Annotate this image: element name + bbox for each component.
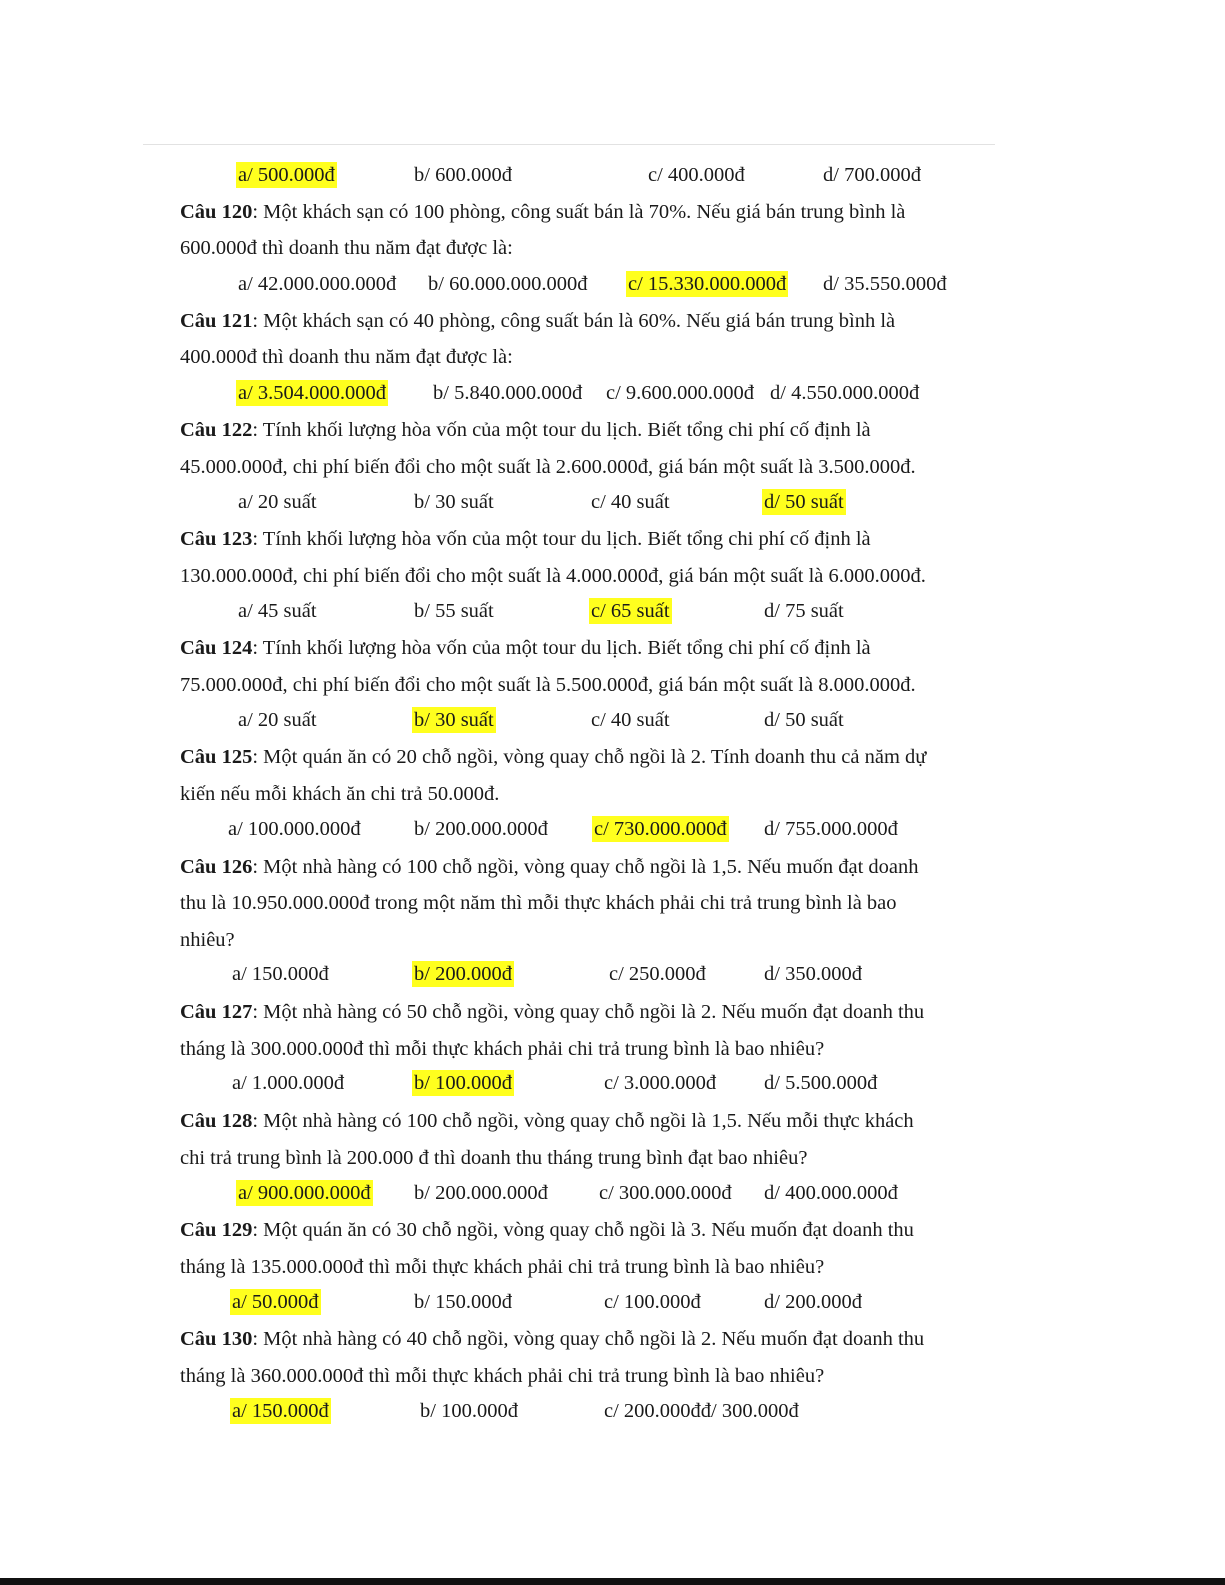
answer-option: a/ 20 suất [238,491,317,513]
question-line [180,1361,824,1391]
answer-option: b/ 200.000.000đ [414,1182,548,1204]
answer-option: b/ 60.000.000.000đ [428,273,588,295]
answer-option: c/ 300.000.000đ [599,1182,732,1204]
answer-option: a/ 1.000.000đ [232,1072,345,1094]
question-text: chi trả trung bình là 200.000 đ thì doanh thu tháng trung bình đạt bao nhiêu? [180,1147,808,1169]
question-text: Một nhà hàng có 40 chỗ ngồi, vòng quay chỗ ngồi là 2. Nếu muốn đạt doanh thu [263,1328,925,1350]
question-number: Câu 124 [180,637,253,659]
question-line: Câu 124: Tính khối lượng hòa vốn của một tour du lịch. Biết tổng chi phí cố định là [180,637,871,659]
answer-option: d/ 75 suất [764,600,844,622]
question-line [180,1034,824,1064]
answer-option: c/ 400.000đ [648,164,745,186]
answer-option-correct: a/ 50.000đ [232,1291,319,1313]
answer-option: b/ 30 suất [414,491,494,513]
question-line: Câu 129: Một quán ăn có 30 chỗ ngồi, vòng quay chỗ ngồi là 3. Nếu muốn đạt doanh thu [180,1219,914,1241]
question-line: Câu 127: Một nhà hàng có 50 chỗ ngồi, vòng quay chỗ ngồi là 2. Nếu muốn đạt doanh thu [180,1001,925,1023]
answer-option: b/ 600.000đ [414,164,512,186]
answer-option: b/ 200.000.000đ [414,818,548,840]
answer-option: c/ 9.600.000.000đ [606,382,755,404]
bottom-border [0,1578,1225,1585]
answer-option-correct: c/ 65 suất [591,600,670,622]
question-text: Một quán ăn có 20 chỗ ngồi, vòng quay chỗ ngồi là 2. Tính doanh thu cả năm dự [263,746,927,768]
answer-option: a/ 20 suất [238,709,317,731]
answer-option: d/ 35.550.000đ [823,273,947,295]
question-line: Câu 123: Tính khối lượng hòa vốn của một tour du lịch. Biết tổng chi phí cố định là [180,528,871,550]
answer-option-correct: d/ 50 suất [764,491,844,513]
answer-option-correct: b/ 200.000đ [414,963,512,985]
question-line [180,342,513,372]
answer-option: d/ 50 suất [764,709,844,731]
question-text: tháng là 135.000.000đ thì mỗi thực khách phải chi trả trung bình là bao nhiêu? [180,1256,825,1278]
answer-option-correct: b/ 100.000đ [414,1072,512,1094]
question-text: 130.000.000đ, chi phí biến đổi cho một suất là 4.000.000đ, giá bán một suất là 6.000.000đ. [180,565,926,587]
answer-option: d/ 400.000.000đ [764,1182,898,1204]
answer-option: c/ 3.000.000đ [604,1072,717,1094]
question-text: Một nhà hàng có 50 chỗ ngồi, vòng quay chỗ ngồi là 2. Nếu muốn đạt doanh thu [263,1001,925,1023]
answer-option: a/ 42.000.000.000đ [238,273,397,295]
answer-option: d/ 350.000đ [764,963,862,985]
question-number: Câu 127 [180,1001,253,1023]
question-text: tháng là 300.000.000đ thì mỗi thực khách phải chi trả trung bình là bao nhiêu? [180,1038,825,1060]
question-line [180,925,235,955]
question-number: Câu 126 [180,856,253,878]
question-number: Câu 130 [180,1328,253,1350]
answer-option-correct: a/ 3.504.000.000đ [238,382,387,404]
question-text: tháng là 360.000.000đ thì mỗi thực khách phải chi trả trung bình là bao nhiêu? [180,1365,825,1387]
answer-option: d/ 200.000đ [764,1291,862,1313]
answer-option: c/ 40 suất [591,491,670,513]
question-text: 400.000đ thì doanh thu năm đạt được là: [180,346,513,368]
question-line: Câu 125: Một quán ăn có 20 chỗ ngồi, vòng quay chỗ ngồi là 2. Tính doanh thu cả năm dự [180,746,927,768]
answer-option-correct: a/ 900.000.000đ [238,1182,371,1204]
question-number: Câu 125 [180,746,253,768]
question-text: Tính khối lượng hòa vốn của một tour du lịch. Biết tổng chi phí cố định là [262,528,871,550]
answer-option: d/ 700.000đ [823,164,921,186]
question-line: Câu 121: Một khách sạn có 40 phòng, công suất bán là 60%. Nếu giá bán trung bình là [180,310,896,332]
question-number: Câu 121 [180,310,253,332]
answer-option: c/ 40 suất [591,709,670,731]
question-number: Câu 122 [180,419,253,441]
answer-option: a/ 150.000đ [232,963,329,985]
question-line: Câu 130: Một nhà hàng có 40 chỗ ngồi, vòng quay chỗ ngồi là 2. Nếu muốn đạt doanh thu [180,1328,925,1350]
question-line: Câu 120: Một khách sạn có 100 phòng, công suất bán là 70%. Nếu giá bán trung bình là [180,201,906,223]
answer-option: c/ 250.000đ [609,963,706,985]
question-line [180,452,916,482]
answer-option-correct: c/ 15.330.000.000đ [628,273,787,295]
answer-option: b/ 5.840.000.000đ [433,382,583,404]
answer-option: b/ 100.000đ [420,1400,518,1422]
question-line: Câu 126: Một nhà hàng có 100 chỗ ngồi, vòng quay chỗ ngồi là 1,5. Nếu muốn đạt doanh [180,856,919,878]
question-line [180,233,513,263]
question-line [180,779,499,809]
question-text: 45.000.000đ, chi phí biến đổi cho một suất là 2.600.000đ, giá bán một suất là 3.500.000đ. [180,456,916,478]
question-text: Tính khối lượng hòa vốn của một tour du lịch. Biết tổng chi phí cố định là [262,637,871,659]
question-number: Câu 123 [180,528,253,550]
answer-option: c/ 200.000đđ/ 300.000đ [604,1400,799,1422]
answer-option: a/ 100.000.000đ [228,818,361,840]
question-text: Một nhà hàng có 100 chỗ ngồi, vòng quay chỗ ngồi là 1,5. Nếu muốn đạt doanh [263,856,919,878]
question-number: Câu 129 [180,1219,253,1241]
question-number: Câu 120 [180,201,253,223]
question-text: kiến nếu mỗi khách ăn chi trả 50.000đ. [180,783,500,805]
question-text: Một khách sạn có 100 phòng, công suất bán là 70%. Nếu giá bán trung bình là [263,201,906,223]
question-text: Một quán ăn có 30 chỗ ngồi, vòng quay chỗ ngồi là 3. Nếu muốn đạt doanh thu [263,1219,914,1241]
question-text: 75.000.000đ, chi phí biến đổi cho một suất là 5.500.000đ, giá bán một suất là 8.000.000đ. [180,674,916,696]
question-line [180,1143,807,1173]
question-line [180,888,897,918]
question-text: thu là 10.950.000.000đ trong một năm thì mỗi thực khách phải chi trả trung bình là bao [180,892,897,914]
question-line: Câu 128: Một nhà hàng có 100 chỗ ngồi, vòng quay chỗ ngồi là 1,5. Nếu mỗi thực khách [180,1110,914,1132]
answer-option-correct: a/ 500.000đ [238,164,335,186]
question-line [180,670,916,700]
question-line [180,561,926,591]
question-line [180,1252,824,1282]
answer-option: b/ 55 suất [414,600,494,622]
answer-option: d/ 755.000.000đ [764,818,898,840]
question-number: Câu 128 [180,1110,253,1132]
answer-option: d/ 4.550.000.000đ [770,382,920,404]
answer-option: d/ 5.500.000đ [764,1072,878,1094]
answer-option: b/ 150.000đ [414,1291,512,1313]
answer-option: a/ 45 suất [238,600,317,622]
answer-option: c/ 100.000đ [604,1291,701,1313]
answer-option-correct: c/ 730.000.000đ [594,818,727,840]
question-text: Một nhà hàng có 100 chỗ ngồi, vòng quay chỗ ngồi là 1,5. Nếu mỗi thực khách [263,1110,914,1132]
question-text: nhiêu? [180,929,235,951]
question-text: Tính khối lượng hòa vốn của một tour du lịch. Biết tổng chi phí cố định là [262,419,871,441]
question-line: Câu 122: Tính khối lượng hòa vốn của một tour du lịch. Biết tổng chi phí cố định là [180,419,871,441]
question-text: 600.000đ thì doanh thu năm đạt được là: [180,237,513,259]
answer-option-correct: a/ 150.000đ [232,1400,329,1422]
answer-option-correct: b/ 30 suất [414,709,494,731]
question-text: Một khách sạn có 40 phòng, công suất bán là 60%. Nếu giá bán trung bình là [263,310,896,332]
